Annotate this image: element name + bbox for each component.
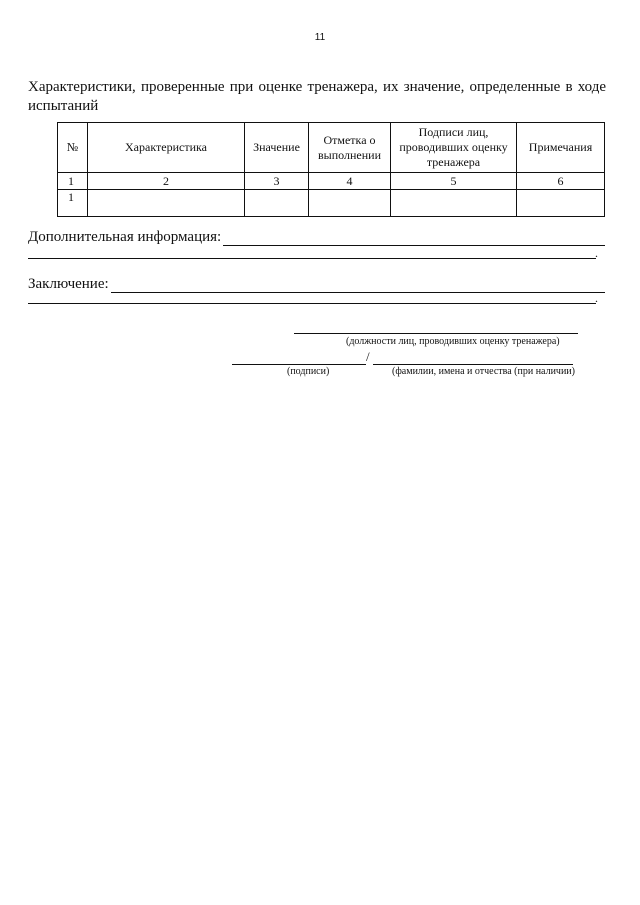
table-cell-notes: [517, 190, 605, 217]
conclusion-label: Заключение:: [28, 276, 109, 292]
page-number: 11: [314, 32, 326, 43]
column-number-2: 2: [88, 173, 245, 190]
table-header-row: [58, 123, 605, 173]
table-cell-characteristic: [88, 190, 245, 217]
additional-info-line: [223, 231, 605, 246]
column-number-4: 4: [309, 173, 391, 190]
column-number-1: 1: [58, 173, 88, 190]
column-header-value: Значение: [245, 123, 309, 173]
positions-caption: (должности лиц, проводивших оценку тренажера): [346, 336, 560, 347]
column-number-6: 6: [517, 173, 605, 190]
column-number-3: 3: [245, 173, 309, 190]
section-heading: Характеристики, проверенные при оценке тренажера, их значение, определенные в ходе испытаний: [28, 79, 606, 114]
column-header-characteristic: Характеристика: [88, 123, 245, 173]
positions-line: [294, 333, 578, 334]
column-header-number: №: [58, 123, 88, 173]
additional-info-label: Дополнительная информация:: [28, 229, 222, 245]
column-header-completion-mark: Отметка о выполнении: [309, 123, 391, 173]
names-line: [373, 364, 573, 365]
table-cell-number: 1: [58, 190, 88, 217]
conclusion-line-2: [28, 303, 596, 304]
characteristics-table: [57, 122, 605, 217]
table-cell-signatures: [391, 190, 517, 217]
signatures-caption: (подписи): [287, 366, 330, 377]
column-header-signatures: Подписи лиц, проводивших оценку тренажера: [391, 123, 517, 173]
column-header-notes: Примечания: [517, 123, 605, 173]
additional-info-field: [28, 229, 605, 246]
table-row: [58, 190, 605, 217]
table-cell-value: [245, 190, 309, 217]
additional-info-line-2: [28, 258, 596, 259]
column-number-5: 5: [391, 173, 517, 190]
names-caption: (фамилии, имена и отчества (при наличии): [392, 366, 575, 377]
conclusion-line: [111, 278, 605, 293]
column-number-row: [58, 173, 605, 190]
conclusion-end-mark: .: [595, 291, 598, 305]
signatures-line: [232, 364, 366, 365]
additional-info-end-mark: .: [595, 246, 598, 260]
conclusion-field: [28, 276, 605, 293]
signature-separator: /: [366, 349, 370, 364]
table-cell-completion-mark: [309, 190, 391, 217]
